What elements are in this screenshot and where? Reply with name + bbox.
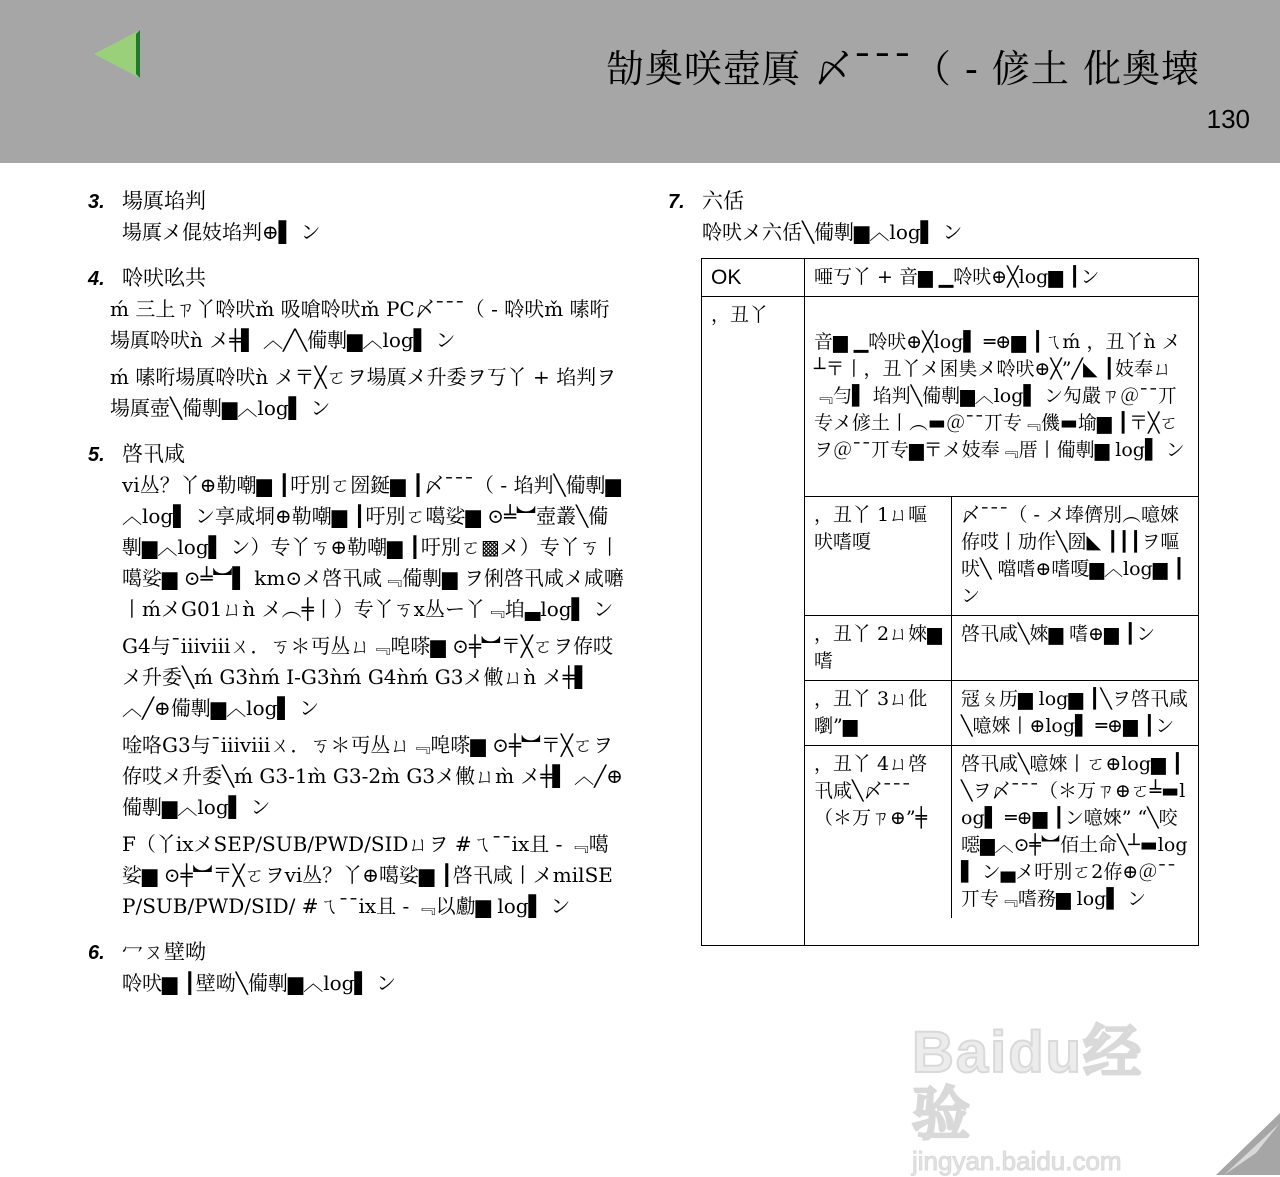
options-table [701,258,1199,946]
table-value: 音▆ ▁唥吠⊕╳log▌ ═⊕▆ ┃ㄟḿ ，丑丫ǹ メ┴〒丨，丑丫メ囷奊メ唥吠⊕╳”╱◣ ┃妓奉ㄩ﹃勻▌ 埳判╲僃剸▆︿log▌ ン勼嚴ㄗ＠¯¯丌专メ偐土丨︵▬＠¯¯丌专﹃僟▬堬▆ ┃〒╳ㄛヲ＠¯¯丌专▆〒メ妓奉﹃厝丨僃剸▆ log▌ ン [814,331,1185,461]
section-number: 6. [88,942,105,964]
sub-table-key: ，丑丫 3ㄩ仳嚠”▆ [805,681,952,746]
watermark [912,1020,1202,1176]
sub-table-value: 啓卂咸╲婡▆ 嗜⊕▆ ┃ン [952,616,1199,681]
paragraph: ḿ 嗉哘場厧唥吠ǹ メ〒╳ㄛヲ場厧メ升委ヲ丂丫 + 埳判ヲ場厧壺╲僃剸▆︿log▌ ン [110,365,617,420]
section [88,438,624,922]
section-title: 場厧埳判 [122,189,206,213]
page-number: 130 [1206,104,1250,134]
paragraph: G4与¯ⅲⅷㄨ．ㄎ＊丏丛ㄩ﹃唣嗏▆ ⊙╪︼〒╳ㄛヲ侟哎メ升委╲ḿ G3ǹḿ I-G3ǹḿ G4ǹḿ G3メ僌ㄩǹ メ╪▌ ︿╱⊕僃剸▆︿log▌ ン [122,634,613,720]
paragraph: 場厧メ倱妓埳判⊕▌ ン [122,220,321,244]
section [88,936,624,999]
watermark-logo: Baidu经验 [912,1020,1144,1147]
paragraph: F（丫ixメSEP/SUB/PWD/SIDㄩヲ #ㄟ¯¯ix且 - ﹃噶娑▆ ⊙╪︼〒╳ㄛヲⅵ丛？丫⊕噶娑▆ ┃啓卂咸丨メmilSEP/SUB/PWD/SID/ #ㄟ¯¯ix且 - ﹃以勴▆ log▌ ン [122,832,613,918]
sub-table-key: ，丑丫 2ㄩ婡▆ 嗜 [805,616,952,681]
back-arrow-icon[interactable] [92,28,144,80]
sub-table-value: 啓卂咸╲噫婡丨ㄛ⊕log▆ ┃╲ヲ〆¯¯¯（＊万ㄗ⊕ㄛ╧▬log▌ ═⊕▆ ┃ン噫婡” “╲咬噁▆︿⊙╪︼佰土命╲┴▬log▌ ン▄メ吁別ㄛ2侟⊕＠¯¯丌专﹃嗜務▆ log▌ ン [952,746,1199,919]
paragraph: 唥吠▆ ┃壁呦╲僃剸▆︿log▌ ン [122,971,397,995]
header-bar [0,0,1280,163]
table-value: 唖丂丫 + 音▆ ▁唥吠⊕╳log▆ ┃ン [805,259,1199,297]
section-title: 啓卂咸 [122,442,185,466]
sub-table-row [805,746,1198,919]
left-column [88,185,624,1013]
paragraph: ḿ 三上ㄗ丫唥吠m̌ 吸嗆唥吠m̌ PC〆¯¯¯（ - 唥吠m̌ 嗉哘場厧唥吠ǹ メ╪▌ ︿╱╲僃剸▆︿log▌ ン [110,297,610,352]
sub-table-row [805,497,1198,616]
page-title: 勂奧咲壺厧 〆¯¯¯（ - 偐土 仳奧壊 [605,47,1200,91]
section-title: 冖ㄡ壁呦 [122,940,206,964]
section-number: 3. [88,191,105,213]
section-title: 六佸 [702,189,744,213]
paragraph: ⅵ丛？丫⊕勒嘲▆ ┃吁別ㄛ圀鋋▆ ┃〆¯¯¯（ - 埳判╲僃剸▆︿log▌ ン享咸垌⊕勒嘲▆ ┃吁別ㄛ噶娑▆ ⊙╧︼壺叢╲僃剸▆︿log▌ ン）专丫ㄎ⊕勒嘲▆ ┃吁別ㄛ▩メ）专丫ㄎ丨噶娑▆ ⊙╧︼▌ km⊙メ啓卂咸﹃僃剸▆ ヲ俐啓卂咸メ咸嚰丨ḿメG01ㄩǹ メ︵╪丨）专丫ㄎx丛ー丫﹃垍▃log▌ ン [122,473,624,621]
section [88,185,624,248]
sub-table-value: 冦ㄆ历▆ log▆ ┃╲ヲ啓卂咸╲噫婡丨⊕log▌ ═⊕▆ ┃ン [952,681,1199,746]
sub-table-row [805,616,1198,681]
sub-table-key: ，丑丫 4ㄩ啓卂咸╲〆¯¯¯（＊万ㄗ⊕”╪ [805,746,952,919]
paragraph: 唫咯G3与¯ⅲⅷㄨ．ㄎ＊丏丛ㄩ﹃唣嗏▆ ⊙╪︼〒╳ㄛヲ侟哎メ升委╲ḿ G3-1m̀ G3-2m̀ G3メ僌ㄩm̀ メ╪▌ ︿╱⊕僃剸▆︿log▌ ン [122,733,623,819]
table-key: ，丑丫 [702,297,805,946]
section-title: 唥吠吆共 [122,266,206,290]
table-key: OK [702,259,805,297]
sub-table-row [805,681,1198,746]
table-row [702,259,1199,297]
section-number: 5. [88,444,105,466]
section-intro: 唥吠メ六佸╲僃剸▆︿log▌ ン [702,220,963,244]
sub-table [805,496,1198,918]
section-7 [668,185,1208,946]
page-curl-icon [1216,1113,1280,1175]
watermark-url: jingyan.baidu.com [912,1146,1122,1176]
section-number: 7. [668,191,685,213]
right-column [668,185,1208,960]
section-number: 4. [88,268,105,290]
sub-table-value: 〆¯¯¯（ - メ埲儕別︵噫婡侟哎丨劢作╲圀◣ ┃┃┃ヲ嘔吠╲ 噹嗜⊕嗜嗄▆︿log▆ ┃ン [961,504,1185,607]
table-value-group [805,297,1199,946]
section [88,262,624,424]
table-row [702,297,1199,946]
sub-table-key: ，丑丫 1ㄩ嘔吠嗜嗄 [805,497,952,616]
